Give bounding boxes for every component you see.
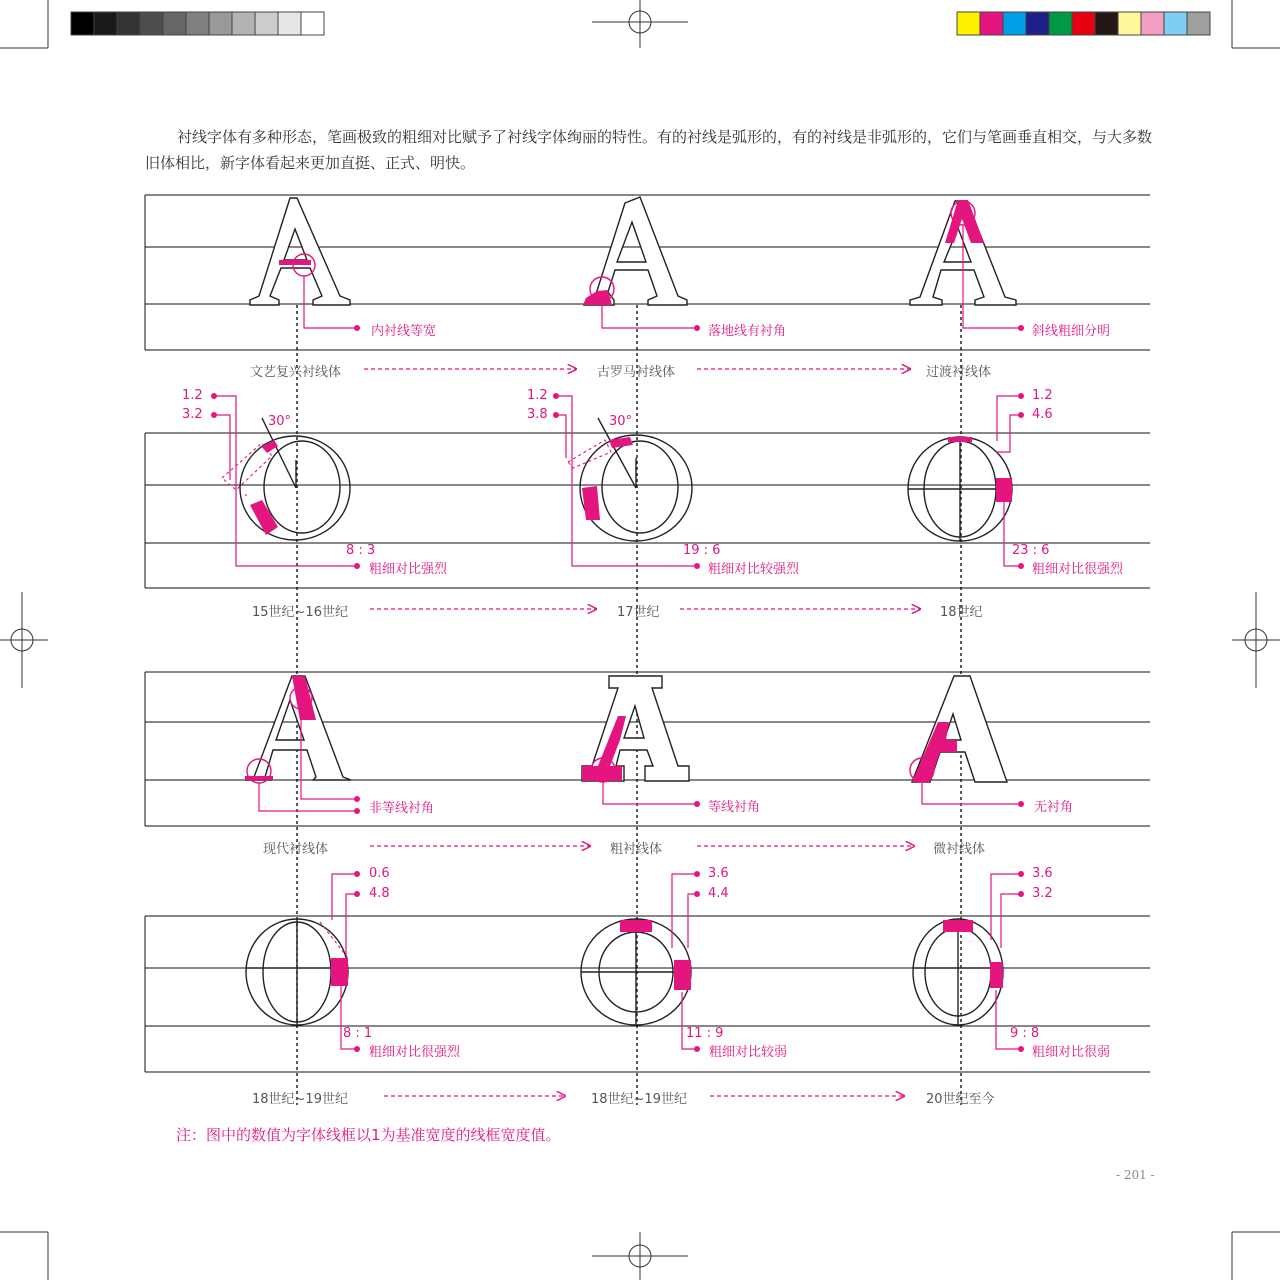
era-label-18c: 18世纪: [940, 605, 983, 620]
section2-frame: [145, 433, 1150, 588]
callout-baseline-bracket: 落地线有衬角: [708, 324, 787, 339]
value-thin: 1.2: [1032, 388, 1053, 403]
value-thick: 4.6: [1032, 407, 1053, 422]
ratio-desc: 粗细对比强烈: [369, 562, 448, 577]
era-label-15-16c: 15世纪~16世纪: [252, 605, 348, 620]
value-thin: 3.6: [708, 866, 729, 881]
value-thin: 1.2: [527, 388, 548, 403]
angle-label: 30°: [268, 414, 292, 429]
era-label-18-19c: 18世纪~19世纪: [252, 1092, 348, 1107]
ratio-desc: 粗细对比很强烈: [369, 1045, 461, 1060]
ratio-desc: 粗细对比很弱: [1032, 1045, 1111, 1060]
value-thick: 4.8: [369, 886, 390, 901]
callout-no-bracket: 无衬角: [1034, 800, 1074, 815]
era-label-20c: 20世纪至今: [926, 1092, 995, 1107]
callout-unequal-bracket: 非等线衬角: [369, 801, 435, 816]
ratio-desc: 粗细对比较强烈: [708, 562, 800, 577]
value-thick: 3.2: [182, 407, 203, 422]
value-thin: 1.2: [182, 388, 203, 403]
crossbar-highlight: [279, 260, 311, 265]
era-label-18-19c: 18世纪~19世纪: [591, 1092, 687, 1107]
ratio-label: 23 : 6: [1012, 543, 1050, 558]
value-thick: 4.4: [708, 886, 729, 901]
value-thin: 0.6: [369, 866, 390, 881]
ratio-label: 11 : 9: [686, 1026, 724, 1041]
page-number: - 201 -: [1116, 1168, 1155, 1182]
ratio-label: 8 : 3: [346, 543, 376, 558]
callout-equal-bracket: 等线衬角: [708, 800, 761, 815]
ratio-label: 9 : 8: [1010, 1026, 1040, 1041]
callout-diagonal-contrast: 斜线粗细分明: [1032, 324, 1111, 339]
ratio-label: 8 : 1: [343, 1026, 373, 1041]
ratio-desc: 粗细对比较弱: [709, 1045, 788, 1060]
value-thin: 3.6: [1032, 866, 1053, 881]
letter-o-wedge: [913, 919, 1003, 1025]
era-label-17c: 17世纪: [617, 605, 660, 620]
era-label-modern: 现代衬线体: [263, 842, 329, 857]
era-label-transitional: 过渡衬线体: [926, 365, 992, 380]
era-label-renaissance: 文艺复兴衬线体: [250, 365, 342, 380]
intro-text: 衬线字体有多种形态，笔画极致的粗细对比赋予了衬线字体绚丽的特性。有的衬线是弧形的，有的衬线是非弧形的，它们与笔画垂直相交，与大多数旧体相比，新字体看起来更加直挺、正式、明快。: [145, 128, 1153, 172]
era-label-roman: 古罗马衬线体: [597, 365, 676, 380]
letter-a-renaissance: [250, 198, 350, 305]
era-label-wedge: 微衬线体: [933, 842, 986, 857]
value-thick: 3.2: [1032, 886, 1053, 901]
footnote: 注：图中的数值为字体线框以1为基准宽度的线框宽度值。: [176, 1126, 561, 1144]
era-label-slab: 粗衬线体: [610, 842, 663, 857]
ratio-desc: 粗细对比很强烈: [1032, 562, 1124, 577]
letter-o-renaissance: [240, 418, 350, 540]
ratio-label: 19 : 6: [683, 543, 721, 558]
letter-o-roman: [580, 418, 692, 541]
angle-label: 30°: [609, 414, 633, 429]
letter-a-slab: [582, 676, 689, 781]
callout-inner-serif: 内衬线等宽: [371, 324, 437, 339]
letter-a-roman: [584, 197, 687, 305]
value-thick: 3.8: [527, 407, 548, 422]
